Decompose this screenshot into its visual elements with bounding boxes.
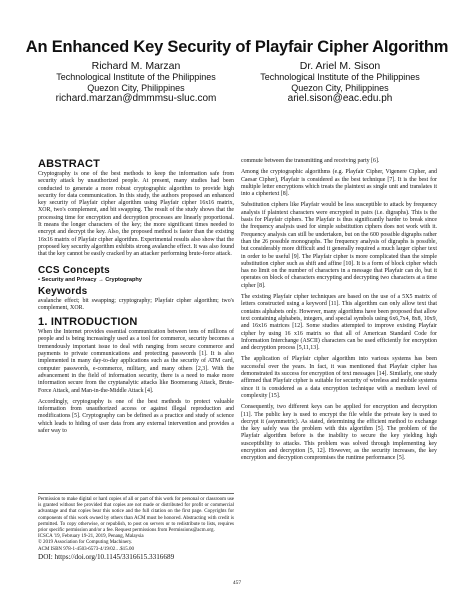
author-name: Dr. Ariel M. Sison — [299, 60, 381, 72]
abstract-heading: ABSTRACT — [38, 158, 101, 170]
abstract-text: Cryptography is one of the best methods to keep the information safe from security attack by unauthorized people. At present, many studies had been conducted to generate a more robust cryptographic algorithm to provide high security for data communication. In this study, the authors proposed an enhanced key security of Playfair cipher algorithm using Playfair cipher 16x16 matrix, XOR, two's complement, and bit swapping. The result of the study shows that the processing time for encryption and decryption processes are linearly proportional. It means the longer characters of the key; the more significant times needed to encrypt and decrypt the key. Also, the proposed method is faster than the existing 16x16 matrix of Playfair cipher algorithm. Experimental results also show that the proposed key security algorithm exhibits strong avalanche effect. It was also found that the key cannot be easily cracked by an attacker performing brute-force attack. — [38, 171, 234, 258]
permission-text: Permission to make digital or hard copies of all or part of this work for personal or classroom use is granted without fee provided that copies are not made or distributed for profit or commercial advantage and that copies bear this notice and the full citation on the first page. Copyrights for components of this work owned by others than ACM must be honored. Abstracting with credit is permitted. To copy otherwise, or republish, to post on servers or to redistribute to lists, requires prior specific permission and/or a fee. Request permissions from Permissions@acm.org. — [38, 497, 234, 534]
page-number: 457 — [232, 580, 242, 586]
author-block-2 — [240, 60, 440, 105]
keywords-heading: Keywords — [38, 285, 88, 297]
doi-link[interactable]: DOI: https://doi.org/10.1145/3316615.3316689 — [38, 552, 175, 561]
right-column — [241, 158, 437, 463]
body-paragraph: Consequently, two different keys can be applied for encryption and decryption [11]. The public key is used to encrypt the file while the private key is used to decrypt it (asymmetric). As stated, determining the efficient method to exchange the key safely was the problem with this algorithm [5]. The problem of the Playfair algorithm before is the inability to secure the key yielding high susceptibility to attacks. This problem was solved through implementing key encryption and decryption [5, 12]. However, as the security increases, the key encryption and decryption compromises the runtime performance [5]. — [241, 404, 437, 462]
author-email[interactable]: ariel.sison@eac.edu.ph — [287, 93, 393, 104]
body-paragraph: Substitution ciphers like Playfair would be less susceptible to attack by frequency analysis if plaintext characters were encrypted in pairs (i.e. digraphs). This is the basis for Playfair ciphers. The Playfair is thus significantly harder to break since the frequency analysis used for simple substitution ciphers does not work with it. Frequency analysis can still be undertaken, but on the 600 possible digraphs rather than the 26 possible monographs. The frequency analysis of digraphs is possible, but considerably more difficult and it generally required a much larger cipher text in order to be useful [9]. The Playfair cipher is more complicated than the simple substitution cipher such as shift and affine [10]. It is a form of block cipher which has no limit on the number of characters in a message that Playfair can do, but it operates on block of characters encrypting and decrypting two characters at a time cipher [8]. — [241, 202, 437, 289]
body-paragraph: The existing Playfair cipher techniques are based on the use of a 5X5 matrix of letters constructed using a keyword [11]. This algorithm can only allow text that contains alphabets only. However, many algorithms have been proposed that allow text containing alphabets, integers, and special symbols using 6x6,7x4, 8x8, 10x9, and 16x16 matrices [12]. Some studies attempted to improve existing Playfair cipher by using 16 x16 matrix so that all of American Standard Code for Information Interchange (ASCII) characters can be used efficiently for encryption and decryption process [5,11,13]. — [241, 294, 437, 352]
author-email[interactable]: richard.marzan@dmmmsu-sluc.com — [55, 93, 217, 104]
paper-title: An Enhanced Key Security of Playfair Cipher Algorithm — [25, 38, 449, 56]
body-paragraph: The application of Playfair cipher algorithm into various systems has been successful over the years. In fact, it was mentioned that Playfair cipher has demonstrated its success for encryption of text messages [14]. Similarly, one study affirmed that Playfair cipher is suitable for security of wireless and mobile systems since it is considered as a data encryption technique with a medium level of complexity [15]. — [241, 356, 437, 399]
introduction-heading: 1. INTRODUCTION — [38, 316, 138, 329]
author-location: Quezon City, Philippines — [87, 82, 185, 93]
author-affiliation: Technological Institute of the Philippines — [56, 72, 216, 82]
introduction-paragraph: When the Internet provides essential communication between tens of millions of people and is being increasingly used as a tool for commerce, security becomes a tremendously important issue to deal with ranging from secure commerce and payments to private communications and protecting passwords [1]. It is also implemented in many day-to-day applications such as the security of ATM card, computer passwords, e-commerce, military, and many others [2,3]. With the advancement in the field of information security, there is a need to make more information secure from the cryptanalytic attacks like Boomerang Attack, Brute-Force Attack, and Man-in-the-Middle Attack [4]. — [38, 329, 234, 394]
left-column — [38, 158, 234, 435]
keywords-text: avalanche effect; bit swapping; cryptography; Playfair cipher algorithm; two's complement, XOR. — [38, 297, 234, 311]
copyright-line: © 2019 Association for Computing Machinery. — [38, 540, 133, 546]
author-block-1 — [36, 60, 236, 105]
introduction-paragraph: Accordingly, cryptography is one of the best methods to protect valuable information from unauthorized access or against illegal reproduction and modifications [5]. Cryptography can be defined as a practice and study of science which leads to hiding of user data from any external intervention and provides a safer way to — [38, 398, 234, 435]
ccs-concepts: • Security and Privacy → Cryptography — [38, 276, 142, 283]
permission-notice — [38, 493, 234, 562]
author-location: Quezon City, Philippines — [291, 82, 389, 93]
author-affiliation: Technological Institute of the Philippines — [260, 72, 420, 82]
isbn-line: ACM ISBN 978-1-4503-6573-4/19/02…$15.00 — [38, 546, 134, 552]
body-paragraph: commute between the transmitting and receiving party [6]. — [241, 158, 380, 164]
conference-line: ICSCA '19, February 19-21, 2019, Penang, Malaysia — [38, 534, 144, 540]
body-paragraph: Among the cryptographic algorithms (e.g. Playfair Cipher, Vigenere Cipher, and Caesar Cipher), Playfair is considered as the best technique [7]. It is the best for multiple letter encryptions which treats the plaintext as single unit and translates it into a ciphertext [8]. — [241, 169, 437, 198]
ccs-heading: CCS Concepts — [38, 264, 110, 276]
author-name: Richard M. Marzan — [91, 60, 181, 72]
